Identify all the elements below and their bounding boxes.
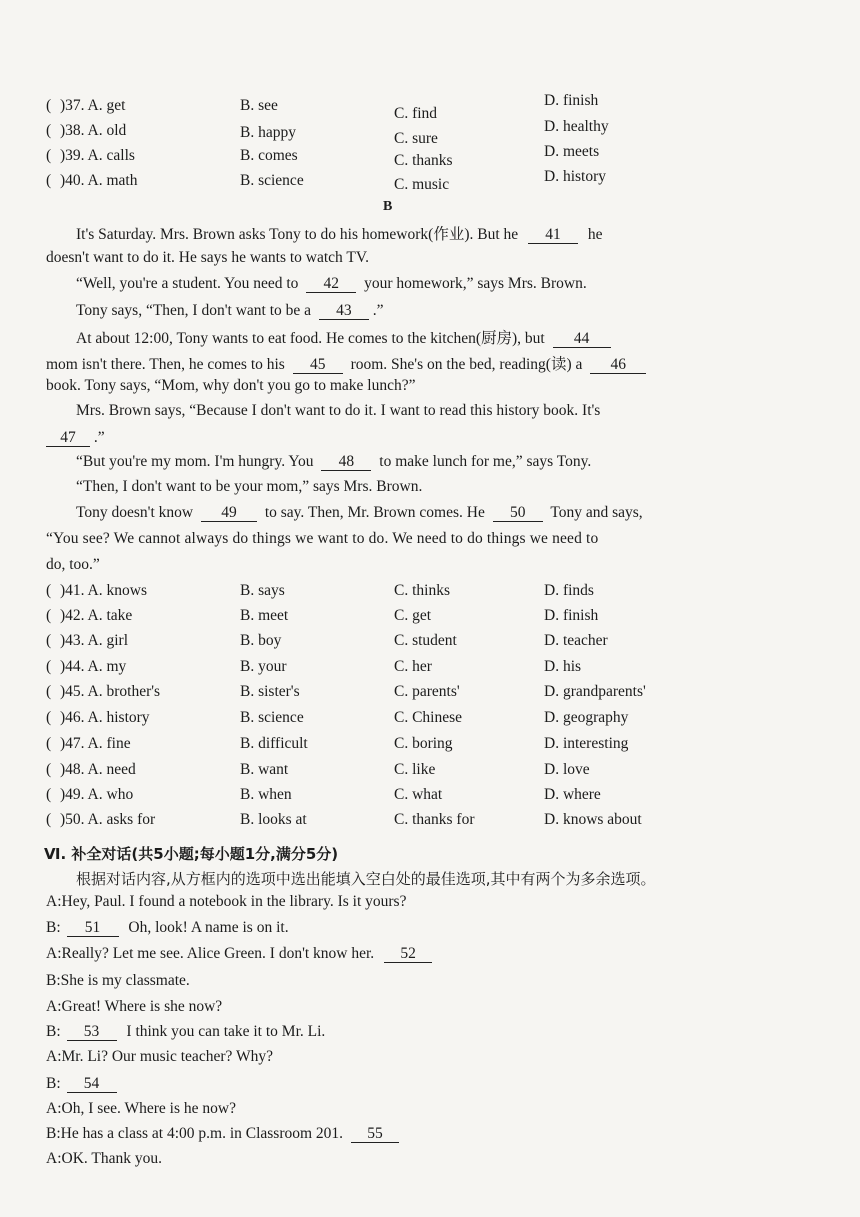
option-row-46 (46, 709, 766, 731)
option-d: D. healthy (544, 118, 609, 135)
option-a: )39. A. calls (60, 147, 135, 164)
answer-paren: ( (46, 735, 52, 752)
answer-paren: ( (46, 122, 52, 139)
dialog-text: A:Really? Let me see. Alice Green. I don't know her. (46, 945, 375, 962)
option-d: D. history (544, 168, 606, 185)
passage-text: “Well, you're a student. You need to (76, 275, 299, 292)
option-row-37 (46, 92, 766, 122)
dialog-line (46, 919, 289, 937)
option-a: )42. A. take (60, 607, 133, 624)
option-b: B. see (240, 97, 278, 114)
answer-paren: ( (46, 658, 52, 675)
option-row-49 (46, 786, 766, 808)
passage-line (76, 302, 384, 320)
passage-text: .” (93, 429, 105, 446)
dialog-line: A:Great! Where is she now? (46, 998, 223, 1015)
option-c: C. Chinese (394, 709, 463, 726)
blank-41: 41 (528, 227, 578, 244)
option-a: )45. A. brother's (60, 683, 161, 700)
dialog-line: A:OK. Thank you. (46, 1150, 162, 1167)
option-c: C. music (394, 176, 450, 193)
option-b: B. looks at (240, 811, 307, 828)
option-b: B. science (240, 709, 304, 726)
passage-line: “Then, I don't want to be your mom,” says Mrs. Brown. (76, 478, 423, 495)
dialog-line: A:Oh, I see. Where is he now? (46, 1100, 236, 1117)
option-c: C. get (394, 607, 432, 624)
option-b: B. want (240, 761, 289, 778)
answer-paren: ( (46, 607, 52, 624)
option-d: D. knows about (544, 811, 642, 828)
passage-line (76, 504, 643, 522)
blank-43: 43 (319, 303, 369, 320)
option-a: )40. A. math (60, 172, 138, 189)
passage-text: mom isn't there. Then, he comes to his (46, 356, 285, 373)
option-b: B. when (240, 786, 292, 803)
option-row-50 (46, 811, 766, 833)
section-b-heading: B (383, 199, 393, 214)
passage-line (46, 352, 646, 374)
option-d: D. finish (544, 92, 599, 109)
option-c: C. find (394, 105, 438, 122)
passage-line: Mrs. Brown says, “Because I don't want to do it. I want to read this history book. It's (76, 402, 601, 419)
option-a: )41. A. knows (60, 582, 147, 599)
speaker-label: B: (46, 1075, 61, 1092)
passage-line (76, 326, 611, 348)
dialog-line: A:Hey, Paul. I found a notebook in the library. Is it yours? (46, 893, 407, 910)
option-row-44 (46, 658, 766, 680)
dialog-text: Oh, look! A name is on it. (128, 919, 289, 936)
option-d: D. teacher (544, 632, 608, 649)
answer-paren: ( (46, 811, 52, 828)
option-b: B. difficult (240, 735, 308, 752)
blank-50: 50 (493, 505, 543, 522)
speaker-label: B: (46, 1023, 61, 1040)
option-b: B. meet (240, 607, 289, 624)
speaker-label: B: (46, 919, 61, 936)
option-c: C. sure (394, 130, 438, 147)
blank-51: 51 (67, 920, 119, 937)
passage-text: It's Saturday. Mrs. Brown asks Tony to do his homework(作业). But he (76, 226, 519, 243)
passage-line: doesn't want to do it. He says he wants to watch TV. (46, 249, 369, 266)
dialog-text: I think you can take it to Mr. Li. (126, 1023, 326, 1040)
answer-paren: ( (46, 172, 52, 189)
option-d: D. interesting (544, 735, 629, 752)
blank-54: 54 (67, 1076, 117, 1093)
option-d: D. love (544, 761, 590, 778)
option-c: C. what (394, 786, 443, 803)
option-row-40 (46, 168, 766, 194)
option-row-41 (46, 582, 766, 604)
answer-paren: ( (46, 683, 52, 700)
option-a: )44. A. my (60, 658, 127, 675)
blank-44: 44 (553, 331, 611, 348)
option-b: B. sister's (240, 683, 300, 700)
section-vi-instruction: 根据对话内容,从方框内的选项中选出能填入空白处的最佳选项,其中有两个为多余选项。 (76, 870, 656, 888)
option-c: C. thinks (394, 582, 450, 599)
option-row-43 (46, 632, 766, 654)
answer-paren: ( (46, 709, 52, 726)
option-a: )47. A. fine (60, 735, 131, 752)
option-a: )46. A. history (60, 709, 150, 726)
answer-paren: ( (46, 97, 52, 114)
blank-47: 47 (46, 430, 90, 447)
passage-line: do, too.” (46, 556, 100, 573)
option-a: )49. A. who (60, 786, 134, 803)
option-c: C. student (394, 632, 457, 649)
option-d: D. where (544, 786, 601, 803)
dialog-line (46, 1023, 325, 1041)
option-row-42 (46, 607, 766, 629)
passage-line (76, 222, 603, 244)
passage-text: Tony says, “Then, I don't want to be a (76, 302, 312, 319)
blank-46: 46 (590, 357, 646, 374)
option-a: )43. A. girl (60, 632, 129, 649)
passage-line (76, 275, 587, 293)
passage-line: “You see? We cannot always do things we want to do. We need to do things we need to (46, 530, 599, 547)
passage-line: book. Tony says, “Mom, why don't you go to make lunch?” (46, 377, 416, 394)
option-b: B. science (240, 172, 304, 189)
passage-text: to make lunch for me,” says Tony. (379, 453, 592, 470)
option-b: B. comes (240, 147, 298, 164)
passage-text: he (587, 226, 603, 243)
option-c: C. thanks for (394, 811, 475, 828)
option-d: D. grandparents' (544, 683, 646, 700)
option-row-38 (46, 118, 766, 147)
option-a: )37. A. get (60, 97, 126, 114)
option-c: C. parents' (394, 683, 460, 700)
passage-text: to say. Then, Mr. Brown comes. He (264, 504, 485, 521)
blank-48: 48 (321, 454, 371, 471)
option-b: B. boy (240, 632, 282, 649)
blank-53: 53 (67, 1024, 117, 1041)
option-b: B. your (240, 658, 287, 675)
passage-text: your homework,” says Mrs. Brown. (364, 275, 587, 292)
option-row-39 (46, 143, 766, 169)
passage-text: .” (372, 302, 384, 319)
passage-text: room. She's on the bed, reading(读) a (350, 356, 583, 373)
dialog-line: A:Mr. Li? Our music teacher? Why? (46, 1048, 273, 1065)
passage-text: Tony doesn't know (76, 504, 194, 521)
option-d: D. geography (544, 709, 629, 726)
answer-paren: ( (46, 786, 52, 803)
option-row-47 (46, 735, 766, 757)
option-d: D. finds (544, 582, 594, 599)
option-c: C. like (394, 761, 436, 778)
dialog-text: B:He has a class at 4:00 p.m. in Classroom 201. (46, 1125, 344, 1142)
section-vi-heading: Ⅵ. 补全对话(共5小题;每小题1分,满分5分) (44, 845, 339, 863)
blank-49: 49 (201, 505, 257, 522)
dialog-line (46, 945, 432, 963)
blank-42: 42 (306, 276, 356, 293)
option-c: C. boring (394, 735, 453, 752)
passage-text: Tony and says, (550, 504, 643, 521)
answer-paren: ( (46, 582, 52, 599)
blank-45: 45 (293, 357, 343, 374)
dialog-line (46, 1075, 117, 1093)
option-a: )50. A. asks for (60, 811, 156, 828)
option-d: D. his (544, 658, 582, 675)
option-b: B. says (240, 582, 285, 599)
option-c: C. her (394, 658, 432, 675)
option-c: C. thanks (394, 152, 453, 169)
option-row-45 (46, 683, 766, 705)
passage-line (76, 453, 591, 471)
passage-text: “But you're my mom. I'm hungry. You (76, 453, 314, 470)
dialog-line: B:She is my classmate. (46, 972, 190, 989)
blank-52: 52 (384, 946, 432, 963)
answer-paren: ( (46, 761, 52, 778)
option-a: )38. A. old (60, 122, 127, 139)
passage-line (46, 429, 105, 447)
answer-paren: ( (46, 147, 52, 164)
blank-55: 55 (351, 1126, 399, 1143)
dialog-line (46, 1125, 399, 1143)
option-b: B. happy (240, 124, 296, 141)
option-d: D. meets (544, 143, 600, 160)
option-a: )48. A. need (60, 761, 136, 778)
answer-paren: ( (46, 632, 52, 649)
option-row-48 (46, 761, 766, 783)
passage-text: At about 12:00, Tony wants to eat food. He comes to the kitchen(厨房), but (76, 330, 545, 347)
option-d: D. finish (544, 607, 599, 624)
